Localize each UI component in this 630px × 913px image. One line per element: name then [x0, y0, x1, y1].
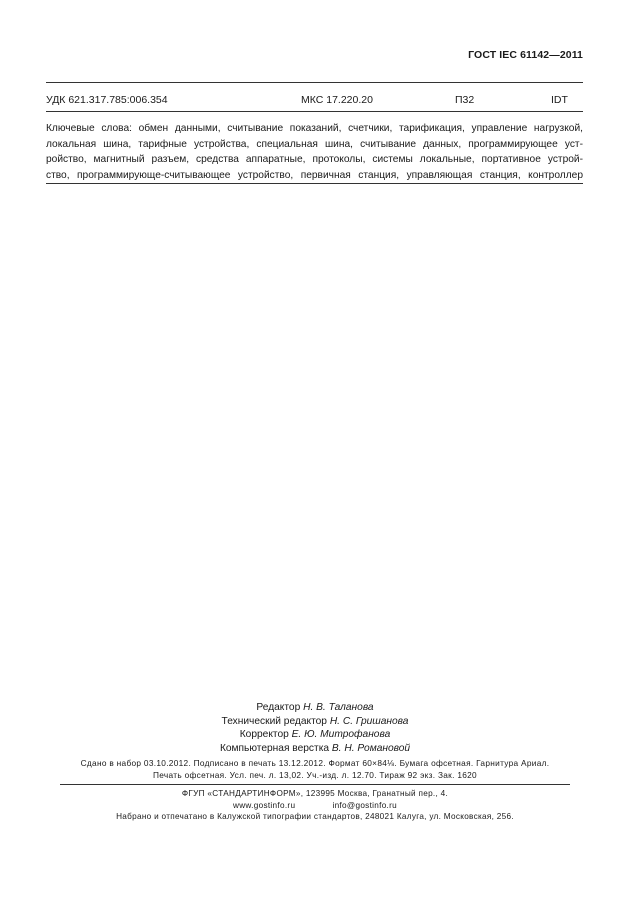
- classification-codes: [46, 94, 583, 108]
- editor-name: Н. В. Таланова: [303, 702, 374, 713]
- degree-code: IDT: [551, 94, 568, 106]
- editor-role: Редактор: [256, 702, 301, 713]
- layout-credit: [0, 742, 630, 756]
- corrector-name: Е. Ю. Митрофанова: [291, 729, 391, 740]
- keywords-line: локальная шина, тарифные устройства, специальная шина, считывание данных, программирующее уст-: [46, 138, 583, 150]
- document-number: ГОСТ IEC 61142—2011: [468, 49, 583, 61]
- corrector-credit: [0, 728, 630, 742]
- publisher-block: [0, 788, 630, 823]
- corrector-role: Корректор: [239, 729, 289, 740]
- credits-block: [0, 701, 630, 755]
- keywords-line: Ключевые слова: обмен данными, считывание показаний, счетчики, тарификация, управление нагрузкой,: [46, 123, 583, 134]
- print-info-line-1: Сдано в набор 03.10.2012. Подписано в печать 13.12.2012. Формат 60×84⅛. Бумага офсетная. Гарнитура Ариал.: [80, 758, 550, 768]
- layout-name: В. Н. Романовой: [331, 742, 411, 754]
- publisher-website-link[interactable]: www.gostinfo.ru: [233, 800, 296, 810]
- tech-editor-role: Технический редактор: [221, 715, 327, 727]
- tech-editor-name: Н. С. Гришанова: [329, 715, 409, 727]
- publisher-email-link[interactable]: info@gostinfo.ru: [332, 800, 397, 810]
- group-code: П32: [455, 94, 475, 106]
- print-info-block: [0, 757, 630, 781]
- publisher-address: ФГУП «СТАНДАРТИНФОРМ», 123995 Москва, Гранатный пер., 4.: [181, 789, 449, 798]
- print-info-line-2: Печать офсетная. Усл. печ. л. 13,02. Уч.-изд. л. 12.70. Тираж 92 экз. Зак. 1620: [153, 770, 477, 780]
- top-rule: [46, 82, 583, 83]
- keywords-block: [46, 121, 583, 183]
- keywords-line: ство, программирующе-считывающее устройство, первичная станция, управляющая станция, контроллер: [46, 169, 583, 181]
- publisher-rule: [60, 784, 570, 785]
- editor-credit: [0, 701, 630, 715]
- publisher-contacts: [0, 800, 630, 812]
- keywords-rule: [46, 183, 583, 184]
- tech-editor-credit: [0, 715, 630, 729]
- udk-code: УДК 621.317.785:006.354: [46, 94, 168, 106]
- codes-rule: [46, 111, 583, 112]
- keywords-line: ройство, магнитный разъем, средства аппаратные, протоколы, системы локальные, портативное устрой-: [46, 154, 583, 165]
- printing-house-line: Набрано и отпечатано в Калужской типографии стандартов, 248021 Калуга, ул. Московская, 256.: [116, 812, 514, 821]
- layout-role: Компьютерная верстка: [219, 742, 330, 754]
- mks-code: МКС 17.220.20: [301, 94, 373, 106]
